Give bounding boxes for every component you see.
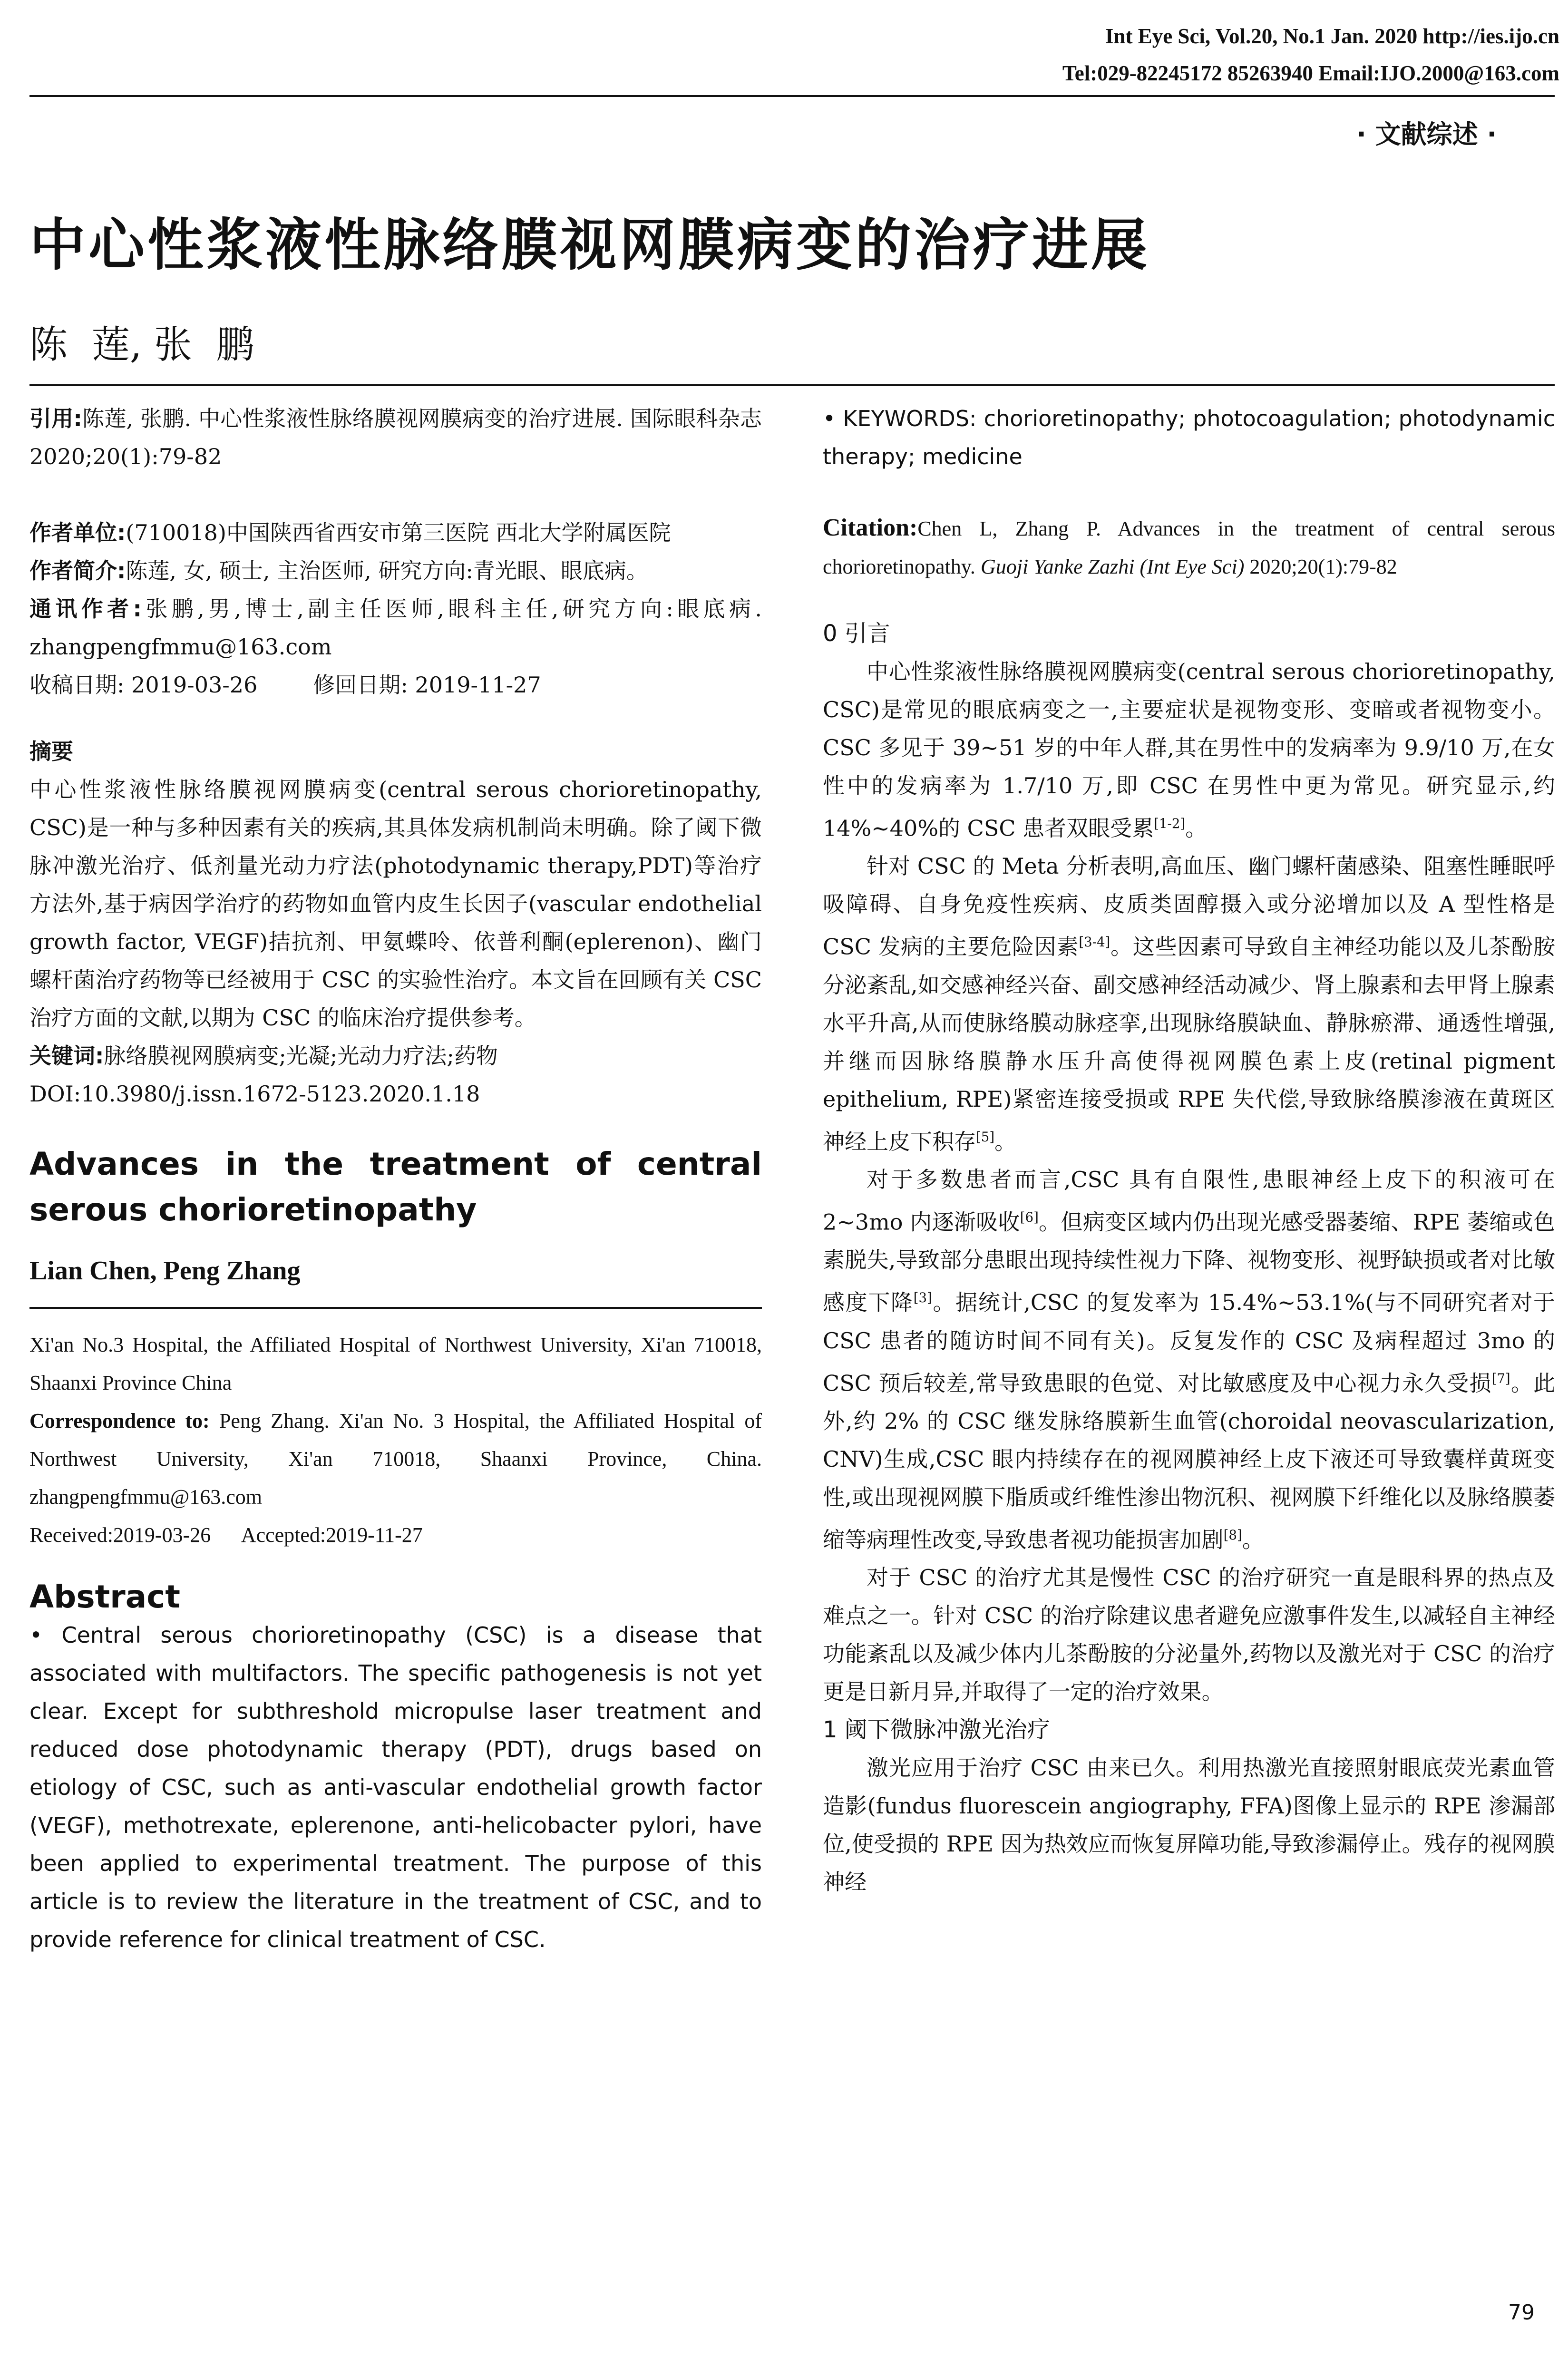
english-abstract-text: • Central serous chorioretinopathy (CSC) is a disease that associated with multifactors. The specific pathogenesis is not yet clear. Except for subthreshold micropulse laser treatment and reduced dose photodynamic therapy (PDT), drugs based on etiology of CSC, such as anti-vascular endothelial growth factor (VEGF), methotrexate, eplerenone, anti-helicobacter pylori, have been applied to experimental treatment. The purpose of this article is to review the literature in the treatment of CSC, and to provide reference for clinical treatment of CSC. [29,1622,762,1952]
right-column [823,399,1555,1901]
bio-block [29,552,762,590]
p3c-text: 。据统计,CSC 的复发率为 15.4%~53.1%(与不同研究者对于 CSC 患者的随访时间不同有关)。反复发作的 CSC 及病程超过 3mo 的 CSC 预后较差,常导致患眼的色觉、对比敏感度及中心视力永久受损 [823,1289,1555,1396]
abstract-text-cn: 中心性浆液性脉络膜视网膜病变(central serous chorioretinopathy, CSC)是一种与多种因素有关的疾病,其具体发病机制尚未明确。除了阈下微脉冲激光治疗、低剂量光动力疗法(photodynamic therapy,PDT)等治疗方法外,基于病因学治疗的药物如血管内皮生长因子(vascular endothelial growth factor, VEGF)拮抗剂、甲氨蝶呤、依普利酮(eplerenon)、幽门螺杆菌治疗药物等已经被用于 CSC 的实验性治疗。本文旨在回顾有关 CSC 治疗方面的文献,以期为 CSC 的临床治疗提供参考。 [29,777,762,1031]
keywords-block-cn [29,1037,762,1075]
english-abstract-heading: Abstract [29,1578,180,1615]
intro-paragraph-1: 中心性浆液性脉络膜视网膜病变(central serous chorioretinopathy, CSC)是常见的眼底病变之一,主要症状是视物变形、变暗或者视物变小。CSC 多见于 39~51 岁的中年人群,其在男性中的发病率为 9.9/10 万,在女性中的发病率为 1.7/10 万,即 CSC 在男性中更为常见。研究显示,约 14%~40%的 CSC 患者双眼受累[1-2]。 [823,659,1555,841]
dates-cn: 收稿日期: 2019-03-26 修回日期: 2019-11-27 [29,672,541,698]
p2b-ref: [5] [976,1129,995,1145]
section-1-paragraph-1: 激光应用于治疗 CSC 由来已久。利用热激光直接照射眼底荧光素血管造影(fundus fluorescein angiography, FFA)图像上显示的 RPE 渗漏部位,使受损的 RPE 因为热效应而恢复屏障功能,导致渗漏停止。残存的视网膜神经 [823,1755,1555,1895]
intro-paragraph-4: 对于 CSC 的治疗尤其是慢性 CSC 的治疗研究一直是眼科界的热点及难点之一。针对 CSC 的治疗除建议患者避免应激事件发生,以减轻自主神经功能紊乱以及减少体内儿茶酚胺的分泌量外,药物以及激光对于 CSC 的治疗更是日新月异,并取得了一定的治疗效果。 [823,1565,1555,1705]
affiliation-block [29,514,762,552]
title-rule [29,384,1555,386]
english-keywords: • KEYWORDS: chorioretinopathy; photocoagulation; photodynamic therapy; medicine [823,406,1555,469]
p3b-ref: [3] [913,1290,932,1306]
keywords-label-cn: 关键词: [29,1043,104,1069]
intro-heading: 0 引言 [823,620,890,647]
english-dates: Received:2019-03-26 Accepted:2019-11-27 [29,1523,423,1547]
english-citation-label: Citation: [823,514,918,541]
english-authors: Lian Chen, Peng Zhang [29,1256,301,1286]
citation-label: 引用: [29,406,82,431]
doi: DOI:10.3980/j.issn.1672-5123.2020.1.18 [29,1081,480,1107]
bio-label: 作者简介: [29,558,126,584]
p2-ref: [3-4] [1079,934,1110,950]
p3-text: 对于多数患者而言,CSC 具有自限性,患眼神经上皮下的积液可在 2~3mo 内逐渐吸收 [823,1166,1555,1235]
authors-cn: 陈 莲, 张 鹏 [29,322,254,367]
citation-text: 陈莲, 张鹏. 中心性浆液性脉络膜视网膜病变的治疗进展. 国际眼科杂志 2020;20(1):79-82 [29,406,762,469]
p3b-text: 。但病变区域内仍出现光感受器萎缩、RPE 萎缩或色素脱失,导致部分患眼出现持续性视力下降、视物变形、视野缺损或者对比敏感度下降 [823,1209,1555,1315]
p2b-text: 。这些因素可导致自主神经功能以及儿茶酚胺分泌紊乱,如交感神经兴奋、副交感神经活动减少、肾上腺素和去甲肾上腺素水平升高,从而使脉络膜动脉痉挛,出现脉络膜缺血、静脉瘀滞、通透性增强,并继而因脉络膜静水压升高使得视网膜色素上皮(retinal pigment epithelium, RPE)紧密连接受损或 RPE 失代偿,导致脉络膜渗液在黄斑区神经上皮下积存 [823,934,1556,1154]
keywords-text-cn: 脉络膜视网膜病变;光凝;光动力疗法;药物 [104,1043,498,1069]
english-correspondence [29,1402,762,1516]
section-tag: · 文献综述 · [1356,119,1497,149]
page-number: 79 [1508,2300,1535,2325]
header-rule [29,95,1555,97]
english-citation [823,509,1555,586]
english-authors-rule [29,1307,762,1309]
correspondence-text: 张鹏,男,博士,副主任医师,眼科主任,研究方向:眼底病. zhangpengfmmu@163.com [29,596,762,660]
correspondence-block [29,590,762,666]
english-affiliation: Xi'an No.3 Hospital, the Affiliated Hospital of Northwest University, Xi'an 710018, Shaanxi Province China [29,1333,762,1394]
p2-text: 针对 CSC 的 Meta 分析表明,高血压、幽门螺杆菌感染、阻塞性睡眠呼吸障碍、自身免疫性疾病、皮质类固醇摄入或分泌增加以及 A 型性格是 CSC 发病的主要危险因素 [823,853,1555,960]
english-citation-text-2: 2020;20(1):79-82 [1249,555,1397,578]
p3d-ref: [8] [1223,1527,1242,1543]
abstract-heading-cn: 摘要 [29,739,73,764]
section-1-heading: 1 阈下微脉冲激光治疗 [823,1716,1050,1744]
correspondence-label: 通讯作者: [29,596,142,622]
citation-block [29,399,762,476]
affiliation-label: 作者单位: [29,520,126,546]
affiliation-text: (710018)中国陕西省西安市第三医院 西北大学附属医院 [126,520,671,546]
p3-ref: [6] [1020,1209,1039,1225]
intro-paragraph-3: 对于多数患者而言,CSC 具有自限性,患眼神经上皮下的积液可在 2~3mo 内逐渐吸收[6]。但病变区域内仍出现光感受器萎缩、RPE 萎缩或色素脱失,导致部分患眼出现持续性视力下降、视物变形、视野缺损或者对比敏感度下降[3]。据统计,CSC 的复发率为 15.4%~53.1%(与不同研究者对于 CSC 患者的随访时间不同有关)。反复发作的 CSC 及病程超过 3mo 的 CSC 预后较差,常导致患眼的色觉、对比敏感度及中心视力永久受损[7]。此外,约 2% 的 CSC 继发脉络膜新生血管(choroidal neovascularization, CNV)生成,CSC 眼内持续存在的视网膜神经上皮下液还可导致囊样黄斑变性,或出现视网膜下脂质或纤维性渗出物沉积、视网膜下纤维化以及脉络膜萎缩等病理性改变,导致患者视功能损害加剧[8]。 [823,1166,1555,1553]
article-title: 中心性浆液性脉络膜视网膜病变的治疗进展 [29,212,1150,278]
p1-ref: [1-2] [1154,816,1186,831]
intro-paragraph-2: 针对 CSC 的 Meta 分析表明,高血压、幽门螺杆菌感染、阻塞性睡眠呼吸障碍、自身免疫性疾病、皮质类固醇摄入或分泌增加以及 A 型性格是 CSC 发病的主要危险因素[3-4]。这些因素可导致自主神经功能以及儿茶酚胺分泌紊乱,如交感神经兴奋、副交感神经活动减少、肾上腺素和去甲肾上腺素水平升高,从而使脉络膜动脉痉挛,出现脉络膜缺血、静脉瘀滞、通透性增强,并继而因脉络膜静水压升高使得视网膜色素上皮(retinal pigment epithelium, RPE)紧密连接受损或 RPE 失代偿,导致脉络膜渗液在黄斑区神经上皮下积存[5]。 [823,853,1556,1154]
english-citation-journal: Guoji Yanke Zazhi (Int Eye Sci) [980,555,1245,578]
p3c-ref: [7] [1491,1370,1510,1386]
p3d-text: 。此外,约 2% 的 CSC 继发脉络膜新生血管(choroidal neovascularization, CNV)生成,CSC 眼内持续存在的视网膜神经上皮下液还可导致囊样黄斑变性,或出现视网膜下脂质或纤维性渗出物沉积、视网膜下纤维化以及脉络膜萎缩等病理性改变,导致患者视功能损害加剧 [823,1370,1555,1553]
english-citation-text-1: Chen L, Zhang P. Advances in the treatment of central serous chorioretinopathy. [823,517,1555,578]
p1-text: 中心性浆液性脉络膜视网膜病变(central serous chorioretinopathy, CSC)是常见的眼底病变之一,主要症状是视物变形、变暗或者视物变小。CSC 多见于 39~51 岁的中年人群,其在男性中的发病率为 9.9/10 万,在女性中的发病率为 1.7/10 万,即 CSC 在男性中更为常见。研究显示,约 14%~40%的 CSC 患者双眼受累 [823,659,1555,841]
english-correspondence-text: Peng Zhang. Xi'an No. 3 Hospital, the Affiliated Hospital of Northwest University, Xi'an 710018, Shaanxi Province, China. zhangpengfmmu@163.com [29,1409,762,1509]
journal-info-line: Int Eye Sci, Vol.20, No.1 Jan. 2020 http://ies.ijo.cn [1105,24,1559,48]
english-correspondence-label: Correspondence to: [29,1409,210,1432]
bio-text: 陈莲, 女, 硕士, 主治医师, 研究方向:青光眼、眼底病。 [126,558,648,584]
english-title: Advances in the treatment of central serous chorioretinopathy [29,1146,762,1228]
left-column [29,399,762,1958]
journal-contact-line: Tel:029-82245172 85263940 Email:IJO.2000@163.com [1062,61,1559,85]
